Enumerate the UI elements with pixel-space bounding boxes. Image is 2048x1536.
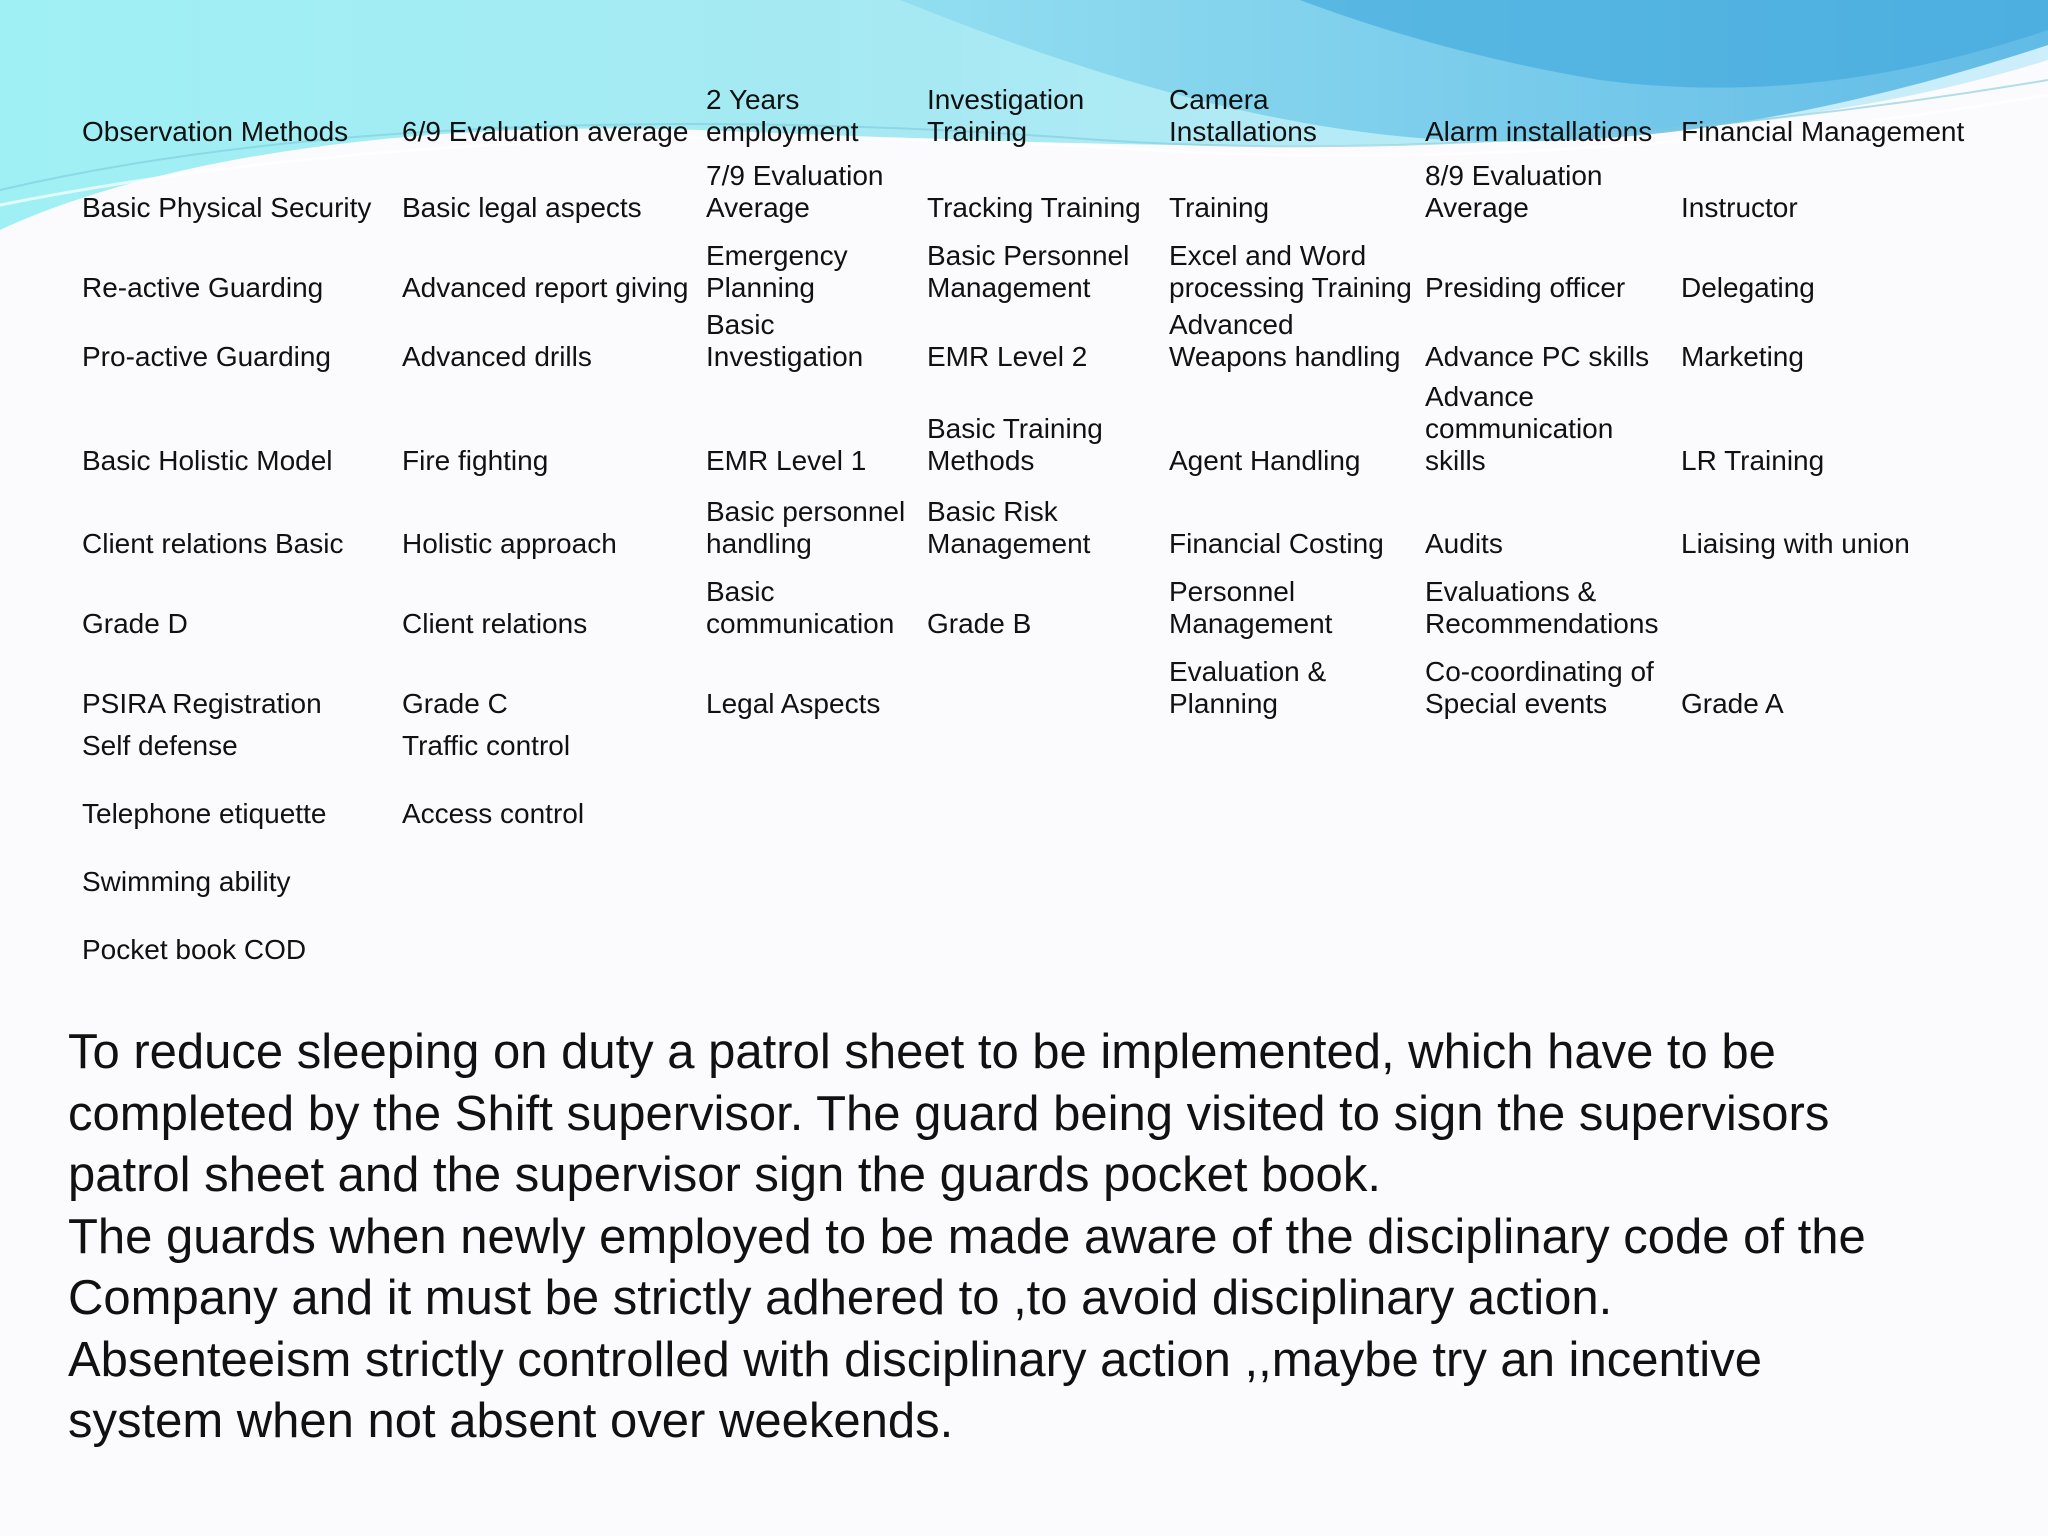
- grid-cell: [402, 84, 706, 148]
- grid-cell-line: Excel and Word: [1169, 240, 1367, 271]
- grid-cell: [82, 148, 402, 224]
- grid-cell: [402, 148, 706, 224]
- notes-line: Company and it must be strictly adhered to ,to avoid disciplinary action.: [68, 1271, 1613, 1325]
- grid-cell: [706, 898, 927, 966]
- grid-cell-line: Re-active Guarding: [82, 272, 324, 303]
- grid-cell-line: Grade B: [927, 608, 1032, 639]
- grid-cell-line: Grade D: [82, 608, 188, 639]
- grid-cell-line: Advanced drills: [402, 341, 592, 372]
- grid-cell-line: Client relations: [402, 608, 588, 639]
- grid-cell-line: Advanced report giving: [402, 272, 689, 303]
- grid-cell: [1169, 84, 1425, 148]
- grid-cell: [82, 640, 402, 720]
- grid-cell-line: Marketing: [1681, 341, 1804, 372]
- grid-cell-line: Financial Management: [1681, 116, 1965, 147]
- grid-row: [82, 373, 1981, 477]
- grid-cell: [927, 84, 1169, 148]
- grid-cell-line: EMR Level 2: [927, 341, 1088, 372]
- notes-line: Absenteeism strictly controlled with disciplinary action ,,maybe try an incentive: [68, 1332, 1762, 1387]
- grid-cell: [927, 762, 1169, 830]
- grid-cell-line: Grade A: [1681, 688, 1784, 719]
- grid-cell-line: Traffic control: [402, 730, 571, 761]
- grid-cell-line: employment: [706, 116, 859, 147]
- grid-cell: [1681, 224, 1981, 304]
- grid-cell: [1169, 898, 1425, 966]
- grid-cell-line: handling: [706, 528, 812, 559]
- grid-row: [82, 830, 1981, 898]
- grid-cell-line: communication: [706, 608, 895, 639]
- grid-cell: [1169, 477, 1425, 560]
- grid-row: [82, 84, 1981, 148]
- grid-cell-line: Average: [1425, 192, 1529, 223]
- grid-cell: [1681, 830, 1981, 898]
- notes-line: To reduce sleeping on duty a patrol sheet to be implemented, which have to be: [68, 1025, 1776, 1079]
- grid-row: [82, 304, 1981, 373]
- grid-cell: [1425, 148, 1681, 224]
- notes-line: completed by the Shift supervisor. The guard being visited to sign the supervisors: [68, 1086, 1830, 1141]
- grid-cell: [1425, 720, 1681, 762]
- grid-cell-line: EMR Level 1: [706, 445, 867, 476]
- grid-cell-line: Recommendations: [1425, 608, 1659, 639]
- grid-cell-line: Presiding officer: [1425, 272, 1626, 303]
- grid-cell-line: Basic legal aspects: [402, 192, 642, 223]
- grid-cell: [1169, 224, 1425, 304]
- grid-cell: [402, 373, 706, 477]
- grid-cell: [706, 560, 927, 640]
- grid-cell-line: Audits: [1425, 528, 1503, 559]
- grid-cell: [1425, 477, 1681, 560]
- grid-cell: [927, 720, 1169, 762]
- notes-paragraph: [68, 1022, 2018, 1453]
- grid-cell-line: Holistic approach: [402, 528, 617, 559]
- grid-cell-line: 6/9 Evaluation average: [402, 116, 689, 147]
- grid-cell: [927, 224, 1169, 304]
- grid-cell: [82, 762, 402, 830]
- grid-cell: [82, 373, 402, 477]
- grid-cell: [927, 304, 1169, 373]
- grid-cell: [706, 830, 927, 898]
- grid-cell-line: Co-coordinating of: [1425, 656, 1654, 687]
- grid-cell-line: LR Training: [1681, 445, 1825, 476]
- grid-cell: [402, 762, 706, 830]
- grid-cell: [82, 830, 402, 898]
- grid-cell: [1169, 560, 1425, 640]
- grid-cell-line: Alarm installations: [1425, 116, 1653, 147]
- grid-cell: [82, 304, 402, 373]
- grid-cell-line: Liaising with union: [1681, 528, 1910, 559]
- grid-cell-line: Basic Physical Security: [82, 192, 372, 223]
- grid-row: [82, 224, 1981, 304]
- grid-cell: [1169, 720, 1425, 762]
- grid-cell: [1425, 373, 1681, 477]
- grid-cell: [706, 720, 927, 762]
- grid-cell-line: Basic Holistic Model: [82, 445, 333, 476]
- grid-cell-line: Self defense: [82, 730, 238, 761]
- grid-cell: [1425, 224, 1681, 304]
- grid-cell: [927, 373, 1169, 477]
- grid-cell-line: Special events: [1425, 688, 1608, 719]
- grid-cell: [1681, 84, 1981, 148]
- grid-cell-line: Advance: [1425, 381, 1534, 412]
- grid-cell: [927, 830, 1169, 898]
- grid-cell: [1681, 148, 1981, 224]
- grid-cell: [706, 477, 927, 560]
- notes-line: The guards when newly employed to be made aware of the disciplinary code of the: [68, 1209, 1866, 1264]
- grid-cell: [1681, 898, 1981, 966]
- grid-cell: [927, 560, 1169, 640]
- grid-cell-line: Basic: [706, 576, 775, 607]
- grid-cell: [402, 560, 706, 640]
- grid-cell: [1169, 762, 1425, 830]
- grid-cell: [1681, 477, 1981, 560]
- grid-cell-line: Management: [927, 272, 1091, 303]
- grid-cell: [927, 477, 1169, 560]
- grid-cell: [706, 762, 927, 830]
- grid-cell-line: Delegating: [1681, 272, 1815, 303]
- grid-cell-line: Financial Costing: [1169, 528, 1384, 559]
- grid-cell-line: Basic personnel: [706, 496, 906, 527]
- grid-cell: [1169, 304, 1425, 373]
- grid-row: [82, 898, 1981, 966]
- grid-cell-line: Training: [1169, 192, 1270, 223]
- grid-cell: [1681, 560, 1981, 640]
- grid-cell: [1425, 898, 1681, 966]
- grid-cell-line: Weapons handling: [1169, 341, 1401, 372]
- grid-cell-line: Personnel: [1169, 576, 1296, 607]
- grid-cell-line: Investigation: [927, 84, 1085, 115]
- grid-cell-line: Basic Risk: [927, 496, 1058, 527]
- grid-cell-line: processing Training: [1169, 272, 1412, 303]
- grid-cell-line: Client relations Basic: [82, 528, 344, 559]
- grid-cell: [402, 830, 706, 898]
- grid-cell: [927, 640, 1169, 720]
- grid-cell-line: 2 Years: [706, 84, 800, 115]
- grid-cell: [82, 560, 402, 640]
- grid-cell: [706, 84, 927, 148]
- grid-cell-line: Observation Methods: [82, 116, 349, 147]
- grid-cell-line: Average: [706, 192, 810, 223]
- grid-row: [82, 640, 1981, 720]
- grid-cell: [706, 304, 927, 373]
- grid-cell: [402, 224, 706, 304]
- grid-cell: [1169, 148, 1425, 224]
- grid-cell-line: Basic Personnel: [927, 240, 1130, 271]
- grid-cell: [706, 224, 927, 304]
- notes-line: system when not absent over weekends.: [68, 1394, 954, 1448]
- grid-cell: [1425, 84, 1681, 148]
- grid-cell-line: Evaluations &: [1425, 576, 1597, 607]
- grid-cell-line: Emergency: [706, 240, 848, 271]
- grid-cell: [706, 373, 927, 477]
- grid-cell: [402, 898, 706, 966]
- grid-cell: [82, 224, 402, 304]
- grid-cell: [1681, 373, 1981, 477]
- grid-cell: [1681, 762, 1981, 830]
- grid-cell: [1681, 720, 1981, 762]
- grid-cell-line: Telephone etiquette: [82, 798, 327, 829]
- grid-cell-line: Planning: [706, 272, 815, 303]
- grid-cell-line: Pocket book COD: [82, 934, 307, 965]
- grid-cell-line: Camera: [1169, 84, 1269, 115]
- grid-cell-line: 8/9 Evaluation: [1425, 160, 1603, 191]
- grid-cell-line: Fire fighting: [402, 445, 549, 476]
- grid-cell-line: Advance PC skills: [1425, 341, 1650, 372]
- grid-cell-line: Swimming ability: [82, 866, 291, 897]
- grid-cell-line: Planning: [1169, 688, 1278, 719]
- grid-cell-line: PSIRA Registration: [82, 688, 322, 719]
- grid-cell-line: Legal Aspects: [706, 688, 881, 719]
- grid-cell: [1681, 304, 1981, 373]
- grid-cell: [1425, 762, 1681, 830]
- grid-row: [82, 148, 1981, 224]
- grid-cell: [1681, 640, 1981, 720]
- grid-cell-line: Basic Training: [927, 413, 1103, 444]
- grid-cell-line: Instructor: [1681, 192, 1798, 223]
- grid-cell: [706, 640, 927, 720]
- grid-cell: [1425, 560, 1681, 640]
- grid-cell: [1425, 830, 1681, 898]
- grid-cell-line: Installations: [1169, 116, 1317, 147]
- grid-cell: [706, 148, 927, 224]
- grid-cell: [82, 477, 402, 560]
- grid-cell-line: Training: [927, 116, 1028, 147]
- grid-cell: [1425, 640, 1681, 720]
- training-grid-body: [82, 84, 1981, 966]
- grid-cell: [927, 148, 1169, 224]
- grid-cell-line: Methods: [927, 445, 1035, 476]
- grid-cell-line: Grade C: [402, 688, 508, 719]
- grid-cell-line: Management: [927, 528, 1091, 559]
- grid-cell: [1169, 640, 1425, 720]
- grid-cell: [927, 898, 1169, 966]
- grid-cell: [402, 720, 706, 762]
- grid-cell: [82, 720, 402, 762]
- grid-row: [82, 560, 1981, 640]
- grid-cell-line: communication: [1425, 413, 1614, 444]
- grid-row: [82, 477, 1981, 560]
- notes-line: patrol sheet and the supervisor sign the guards pocket book.: [68, 1148, 1381, 1202]
- grid-cell: [82, 84, 402, 148]
- grid-cell-line: Management: [1169, 608, 1333, 639]
- grid-cell-line: Investigation: [706, 341, 864, 372]
- grid-cell-line: Access control: [402, 798, 585, 829]
- grid-row: [82, 720, 1981, 762]
- grid-cell-line: Evaluation &: [1169, 656, 1327, 687]
- grid-row: [82, 762, 1981, 830]
- grid-cell-line: Agent Handling: [1169, 445, 1361, 476]
- training-grid: [82, 84, 1981, 966]
- grid-cell-line: Advanced: [1169, 309, 1294, 340]
- grid-cell: [1169, 830, 1425, 898]
- grid-cell-line: Pro-active Guarding: [82, 341, 332, 372]
- grid-cell: [402, 640, 706, 720]
- grid-cell-line: Tracking Training: [927, 192, 1141, 223]
- grid-cell: [1425, 304, 1681, 373]
- grid-cell-line: skills: [1425, 445, 1486, 476]
- grid-cell: [402, 477, 706, 560]
- grid-cell-line: 7/9 Evaluation: [706, 160, 884, 191]
- grid-cell-line: Basic: [706, 309, 775, 340]
- grid-cell: [402, 304, 706, 373]
- grid-cell: [82, 898, 402, 966]
- grid-cell: [1169, 373, 1425, 477]
